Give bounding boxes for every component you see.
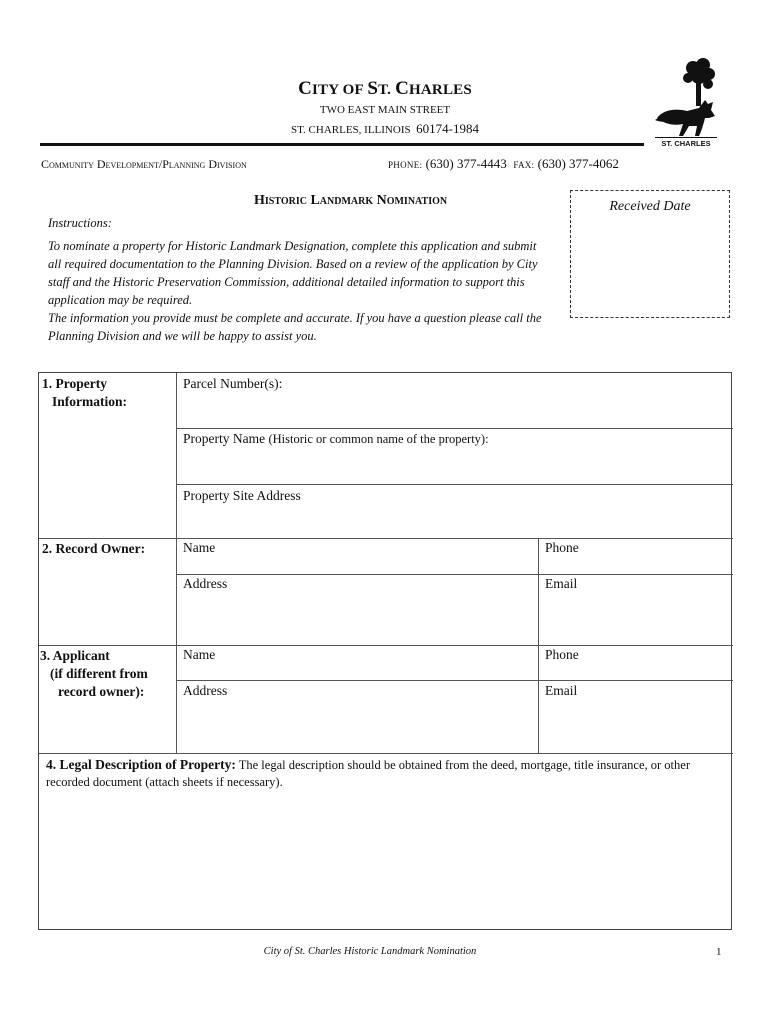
owner-address-field[interactable]: Address: [183, 576, 228, 591]
page-number: 1: [716, 946, 722, 958]
section-applicant-label: 3. Applicant (if different from record owner):: [40, 648, 148, 699]
applicant-email-field[interactable]: Email: [545, 683, 578, 698]
row-divider: [176, 680, 733, 681]
address-line-2: ST. CHARLES, ILLINOIS 60174-1984: [291, 121, 479, 136]
legal-description-field[interactable]: [46, 756, 728, 791]
page-footer: City of St. Charles Historic Landmark Nomination: [263, 946, 477, 957]
parcel-number-field[interactable]: Parcel Number(s):: [183, 376, 283, 391]
address-line-1: TWO EAST MAIN STREET: [319, 104, 451, 116]
legal-description-title: 4. Legal Description of Property:: [46, 757, 236, 772]
received-date-box: [570, 190, 730, 318]
section-divider: [39, 645, 733, 646]
section-record-owner-label: 2. Record Owner:: [42, 541, 146, 556]
phone-number: (630) 377-4443: [425, 156, 507, 171]
row-divider: [176, 484, 733, 485]
fax-number: (630) 377-4062: [537, 156, 619, 171]
fox-tree-icon: [653, 56, 719, 152]
row-divider: [176, 428, 733, 429]
phone-label: PHONE:: [388, 160, 423, 170]
instructions-paragraph-2: The information you provide must be complete and accurate. If you have a question please call the Planning Division and we will be happy to assist you.: [48, 311, 542, 343]
fax-label: FAX:: [513, 160, 535, 170]
instructions-heading: Instructions:: [48, 216, 112, 230]
legal-description-text: The legal description should be obtained from the deed, mortgage, title insurance, or other recorded document (attach sheets if necessary).: [46, 758, 690, 789]
section-property-label: 1. Property Information:: [42, 376, 127, 409]
header-rule: [40, 143, 644, 146]
property-name-field[interactable]: Property Name (Historic or common name of the property):: [183, 431, 489, 446]
applicant-phone-field[interactable]: Phone: [545, 647, 579, 662]
owner-phone-field[interactable]: Phone: [545, 540, 579, 555]
svg-text:ST. CHARLES: ST. CHARLES: [661, 139, 711, 148]
nomination-form-table: [38, 372, 732, 930]
city-logo: [653, 56, 719, 152]
contact-info: [388, 156, 619, 172]
city-title: CITY OF ST. CHARLES: [298, 78, 472, 99]
row-divider: [176, 574, 733, 575]
label-column-divider: [176, 373, 177, 753]
received-date-label: Received Date: [609, 199, 691, 214]
owner-email-field[interactable]: Email: [545, 576, 578, 591]
owner-name-field[interactable]: Name: [183, 540, 216, 555]
form-title: Historic Landmark Nomination: [254, 193, 448, 208]
section-divider: [39, 753, 733, 754]
applicant-name-field[interactable]: Name: [183, 647, 216, 662]
property-site-address-field[interactable]: Property Site Address: [183, 488, 301, 503]
applicant-address-field[interactable]: Address: [183, 683, 228, 698]
division-name: Community Development/Planning Division: [41, 157, 247, 171]
instructions-paragraph-1: To nominate a property for Historic Landmark Designation, complete this application and submit all required documentation to the Planning Division. Based on a review of the application by City staff and the Historic Preservation Commission, additional detailed information to support this application may be required.: [48, 239, 538, 307]
section-divider: [39, 538, 733, 539]
